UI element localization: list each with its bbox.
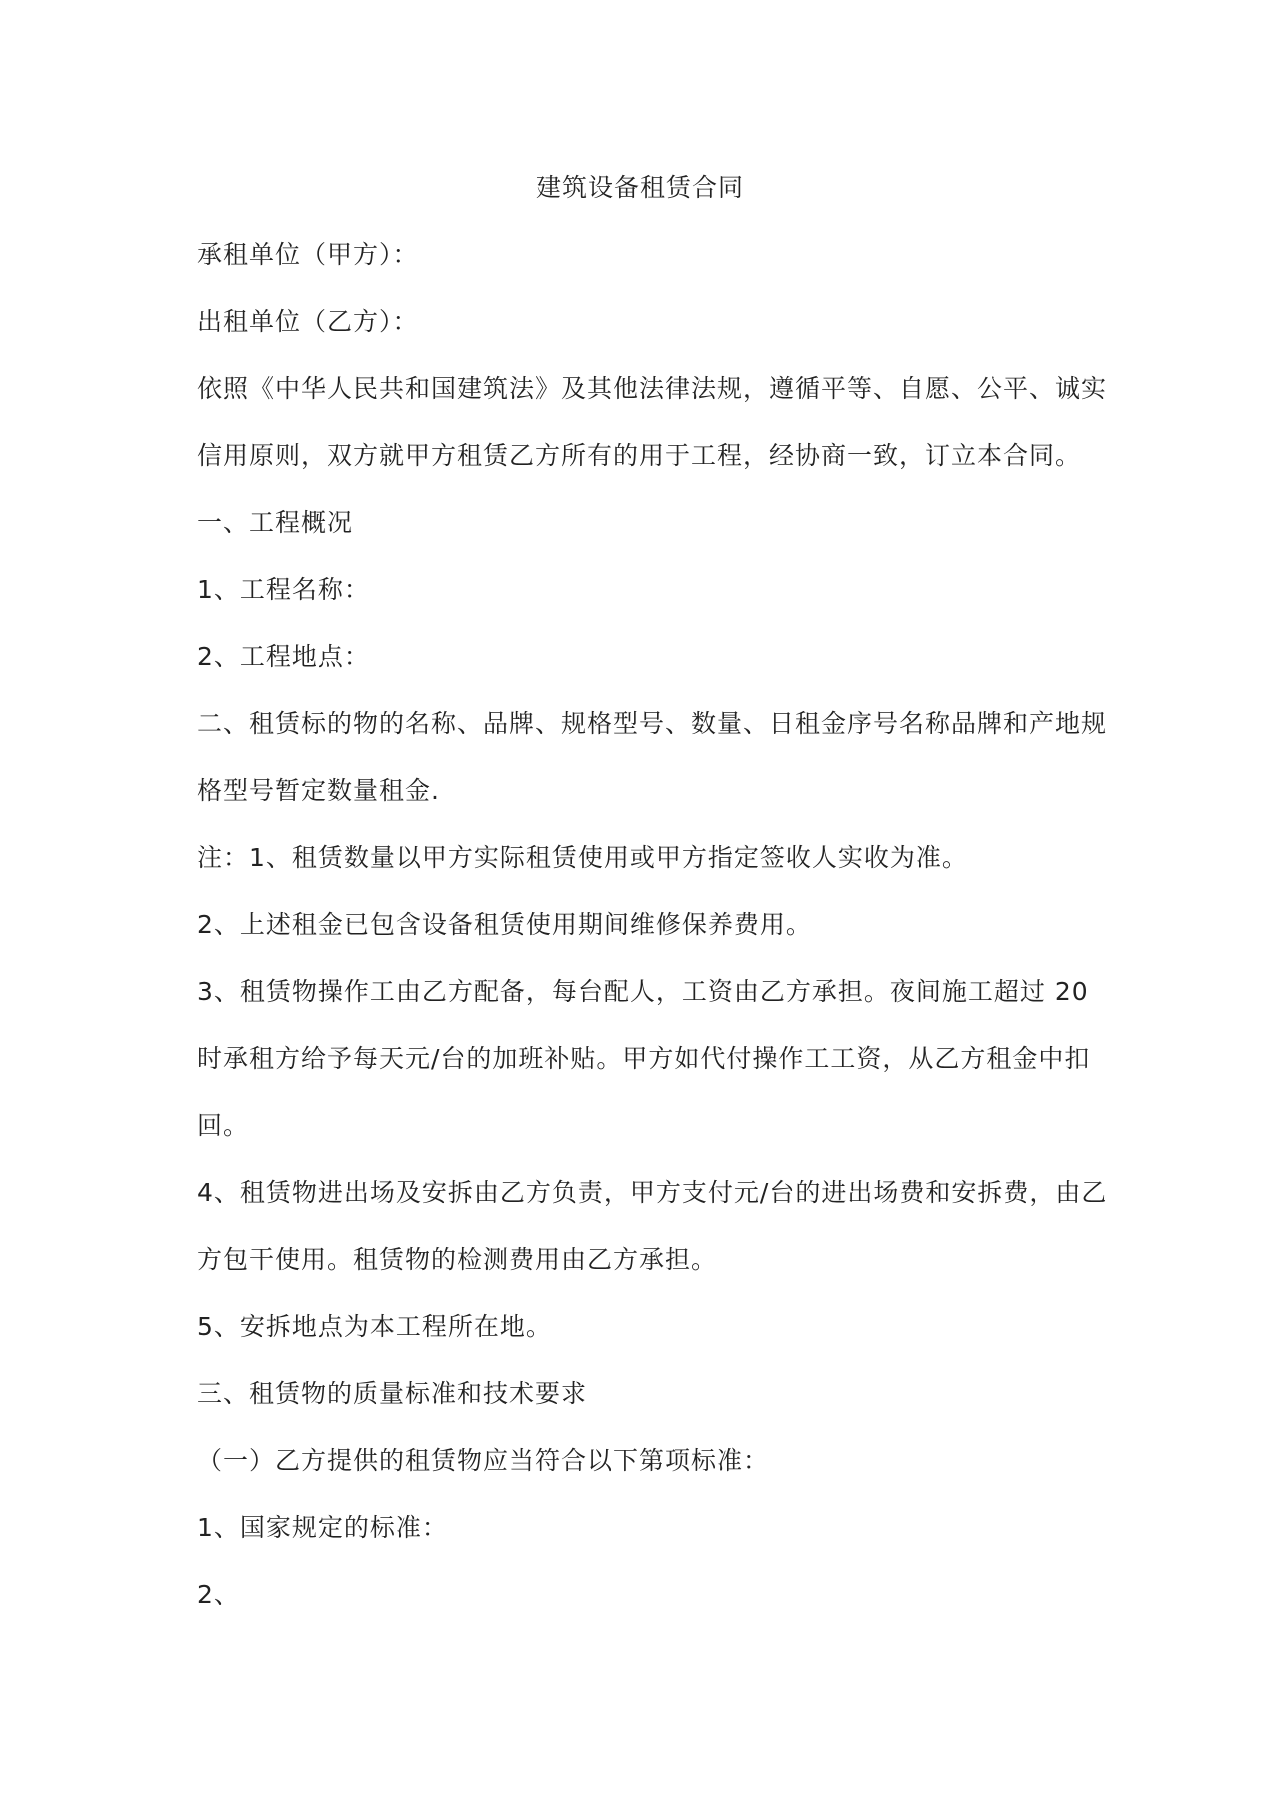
- text-line: 时承租方给予每天元/台的加班补贴。甲方如代付操作工工资，从乙方租金中扣: [197, 1044, 1091, 1073]
- text-line: （一）乙方提供的租赁物应当符合以下第项标准：: [197, 1446, 770, 1475]
- text-line: 注：1、租赁数量以甲方实际租赁使用或甲方指定签收人实收为准。: [197, 843, 968, 872]
- text-line: 方包干使用。租赁物的检测费用由乙方承担。: [197, 1245, 718, 1274]
- text-line: 5、安拆地点为本工程所在地。: [197, 1312, 552, 1341]
- section-heading: 二、租赁标的物的名称、品牌、规格型号、数量、日租金序号名称品牌和产地规: [197, 709, 1108, 738]
- text-line: 1、国家规定的标准：: [197, 1513, 448, 1542]
- section-heading: 三、租赁物的质量标准和技术要求: [197, 1379, 588, 1408]
- text-line: 信用原则，双方就甲方租赁乙方所有的用于工程，经协商一致，订立本合同。: [197, 441, 1082, 470]
- text-line: 2、上述租金已包含设备租赁使用期间维修保养费用。: [197, 910, 812, 939]
- text-line: 2、: [197, 1580, 240, 1609]
- text-line: 格型号暂定数量租金.: [197, 776, 440, 805]
- text-line: 回。: [197, 1111, 250, 1140]
- section-heading: 一、工程概况: [197, 508, 354, 537]
- text-line: 4、租赁物进出场及安拆由乙方负责，甲方支付元/台的进出场费和安拆费，由乙: [197, 1178, 1108, 1207]
- text-line: 1、工程名称：: [197, 575, 370, 604]
- text-line: 2、工程地点：: [197, 642, 370, 671]
- text-line: 承租单位（甲方）：: [197, 240, 419, 269]
- text-line: 3、租赁物操作工由乙方配备，每台配人，工资由乙方承担。夜间施工超过 20: [197, 977, 1089, 1006]
- text-line: 出租单位（乙方）：: [197, 307, 419, 336]
- document-title: 建筑设备租赁合同: [535, 173, 744, 202]
- text-line: 依照《中华人民共和国建筑法》及其他法律法规，遵循平等、自愿、公平、诚实: [197, 374, 1108, 403]
